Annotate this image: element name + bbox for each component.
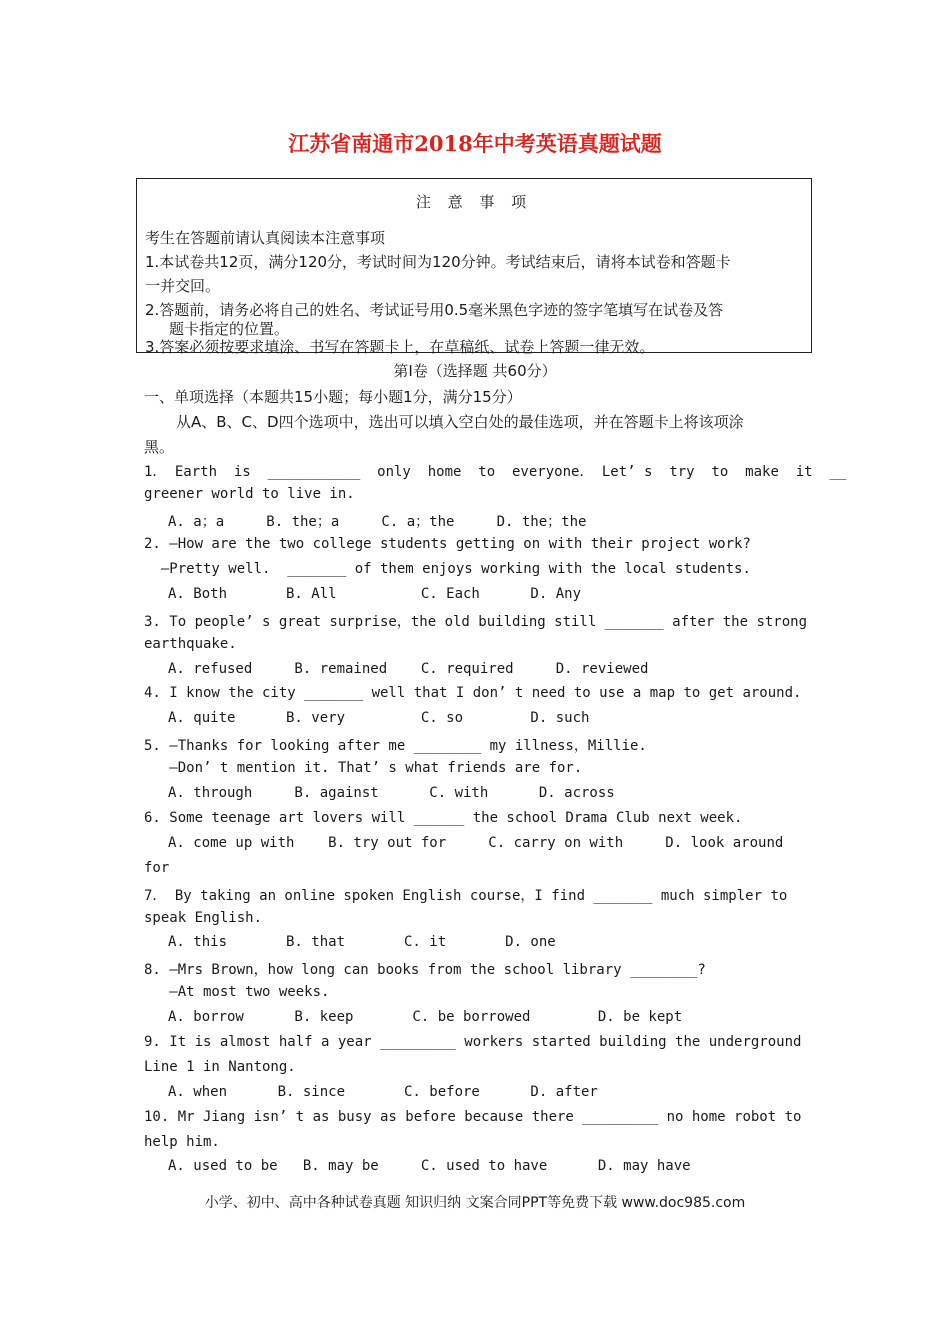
question-4-options: A. quite B. very C. so D. such <box>168 710 590 726</box>
question-5-line-2: —Don’ t mention it. That’ s what friends are for. <box>144 760 583 776</box>
question-9-options: A. when B. since C. before D. after <box>168 1084 598 1100</box>
question-5-line-1: 5. —Thanks for looking after me ________ my illness，Millie. <box>144 738 647 754</box>
part-heading: 一、单项选择（本题共15小题；每小题1分，满分15分） <box>144 388 522 406</box>
notice-item-2b: 题卡指定的位置。 <box>169 320 290 338</box>
question-4-line-1: 4. I know the city _______ well that I don’ t need to use a map to get around. <box>144 685 802 701</box>
notice-item-1a: 1.本试卷共12页，满分120分，考试时间为120分钟。考试结束后，请将本试卷和答题卡 <box>145 253 731 271</box>
question-6-line-1: 6. Some teenage art lovers will ______ the school Drama Club next week. <box>144 810 743 826</box>
question-8-line-1: 8. —Mrs Brown，how long can books from the school library ________? <box>144 962 706 978</box>
question-3-line-2: earthquake. <box>144 636 237 652</box>
document-title: 江苏省南通市2018年中考英语真题试题 <box>288 131 662 156</box>
question-1-line-2: greener world to live in. <box>144 486 355 502</box>
instruction-line-1: 从A、B、C、D四个选项中，选出可以填入空白处的最佳选项，并在答题卡上将该项涂 <box>176 413 744 431</box>
question-1-options: A. a；a B. the；a C. a；the D. the；the <box>168 514 587 530</box>
question-3-options: A. refused B. remained C. required D. reviewed <box>168 661 649 677</box>
question-8-line-2: —At most two weeks. <box>144 984 330 1000</box>
question-3-line-1: 3. To people’ s great surprise，the old building still _______ after the strong <box>144 614 808 630</box>
question-7-options: A. this B. that C. it D. one <box>168 934 556 950</box>
question-1-line-1: 1． Earth is ___________ only home to everyone． Let’ s try to make it __ <box>144 464 847 480</box>
notice-heading: 注 意 事 项 <box>415 193 533 211</box>
question-6-options: A. come up with B. try out for C. carry on with D. look around <box>168 835 784 851</box>
question-10-line-1: 10. Mr Jiang isn’ t as busy as before because there _________ no home robot to <box>144 1109 802 1125</box>
question-7-line-2: speak English. <box>144 910 263 926</box>
question-8-options: A. borrow B. keep C. be borrowed D. be kept <box>168 1009 683 1025</box>
question-6-options-tail: for <box>144 860 170 876</box>
question-2-line-2: —Pretty well. _______ of them enjoys working with the local students. <box>144 561 751 577</box>
notice-intro: 考生在答题前请认真阅读本注意事项 <box>145 229 386 247</box>
question-7-line-1: 7． By taking an online spoken English course，I find _______ much simpler to <box>144 888 788 904</box>
notice-item-3: 3.答案必须按要求填涂、书写在答题卡上，在草稿纸、试卷上答题一律无效。 <box>145 338 655 356</box>
instruction-line-2: 黑。 <box>144 438 175 456</box>
notice-item-1b: 一并交回。 <box>145 277 221 295</box>
notice-box <box>136 178 812 356</box>
volume-heading: 第Ⅰ卷（选择题 共60分） <box>393 362 557 380</box>
question-9-line-1: 9. It is almost half a year _________ workers started building the underground <box>144 1034 802 1050</box>
question-2-options: A. Both B. All C. Each D. Any <box>168 586 582 602</box>
question-10-line-2: help him. <box>144 1134 220 1150</box>
page-footer: 小学、初中、高中各种试卷真题 知识归纳 文案合同PPT等免费下载 www.doc985.com <box>204 1195 746 1211</box>
notice-item-2a: 2.答题前，请务必将自己的姓名、考试证号用0.5毫米黑色字迹的签字笔填写在试卷及答 <box>145 301 724 319</box>
question-5-options: A. through B. against C. with D. across <box>168 785 615 801</box>
question-9-line-2: Line 1 in Nantong. <box>144 1059 296 1075</box>
question-2-line-1: 2. —How are the two college students getting on with their project work? <box>144 536 751 552</box>
question-10-options: A. used to be B. may be C. used to have D. may have <box>168 1158 691 1174</box>
